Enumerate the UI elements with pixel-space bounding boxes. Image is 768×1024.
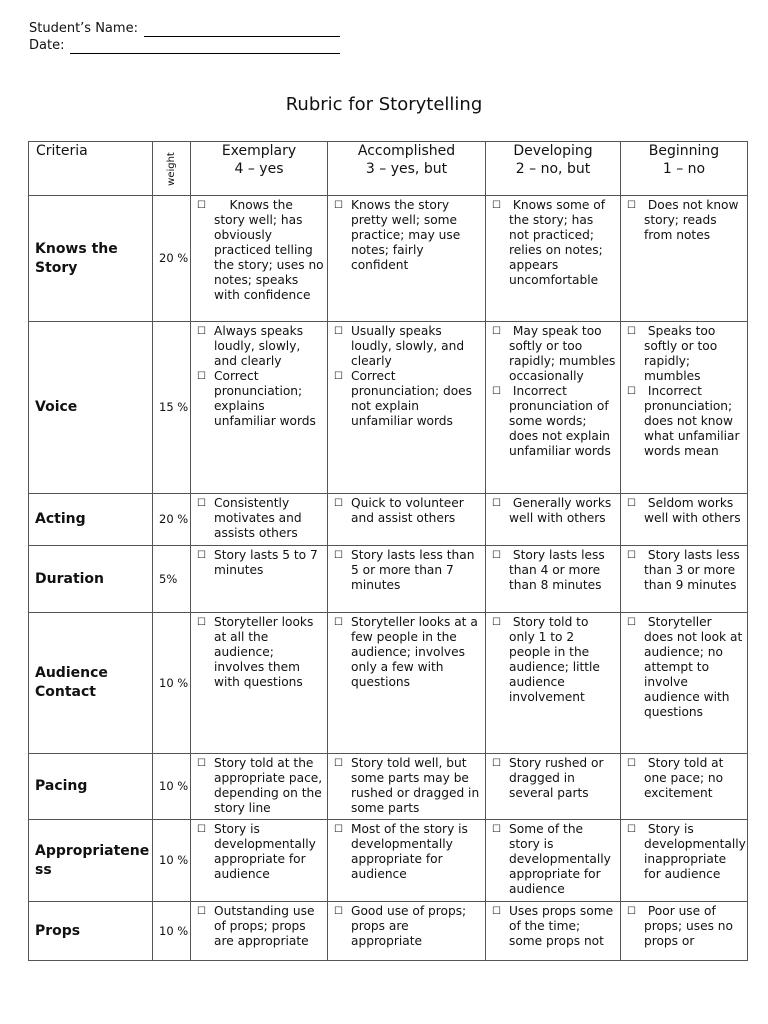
weight-value: 20 % [153, 494, 191, 546]
descriptor-text: Story lasts less than 4 or more than 8 minutes [509, 548, 609, 592]
rubric-row-props [29, 902, 748, 961]
descriptor-item [627, 384, 744, 459]
checkbox-icon[interactable]: ☐ [627, 200, 636, 211]
descriptor-text: Most of the story is developmentally appropriate for audience [351, 822, 472, 881]
checkbox-icon[interactable]: ☐ [627, 617, 636, 628]
descriptor-text: Quick to volunteer and assist others [351, 496, 468, 525]
descriptor-cell [328, 546, 486, 613]
descriptor-text: Story lasts less than 5 or more than 7 minutes [351, 548, 479, 592]
level-score: 1 – no [662, 161, 706, 177]
descriptor-item [334, 548, 482, 593]
descriptor-cell [621, 902, 748, 961]
criterion-label: Acting [29, 494, 153, 546]
checkbox-icon[interactable]: ☐ [197, 326, 206, 337]
checkbox-icon[interactable]: ☐ [197, 498, 206, 509]
descriptor-cell [486, 820, 621, 902]
checkbox-icon[interactable]: ☐ [627, 498, 636, 509]
descriptor-text: Knows the story well; has obviously practiced telling the story; uses no notes; speaks with confidence [214, 198, 328, 302]
level-score: 2 – no, but [515, 161, 591, 177]
checkbox-icon[interactable]: ☐ [197, 550, 206, 561]
descriptor-cell [621, 613, 748, 754]
checkbox-icon[interactable]: ☐ [627, 906, 636, 917]
checkbox-icon[interactable]: ☐ [197, 824, 206, 835]
checkbox-icon[interactable]: ☐ [627, 386, 636, 397]
descriptor-text: Seldom works well with others [644, 496, 741, 525]
checkbox-icon[interactable]: ☐ [334, 906, 343, 917]
descriptor-item [197, 369, 324, 429]
checkbox-icon[interactable]: ☐ [627, 758, 636, 769]
descriptor-cell [621, 546, 748, 613]
checkbox-icon[interactable]: ☐ [492, 550, 501, 561]
descriptor-cell [191, 820, 328, 902]
descriptor-text: Story told at one pace; no excitement [644, 756, 728, 800]
checkbox-icon[interactable]: ☐ [334, 758, 343, 769]
rubric-row-acting [29, 494, 748, 546]
descriptor-item [492, 324, 620, 384]
criterion-label: Audience Contact [29, 613, 153, 754]
criteria-header: Criteria [29, 142, 153, 196]
level-name: Accomplished [357, 143, 456, 159]
descriptor-cell [486, 754, 621, 820]
criterion-label: Voice [29, 322, 153, 494]
rubric-table [28, 141, 748, 961]
descriptor-cell [191, 494, 328, 546]
criterion-label: Knows the Story [29, 196, 153, 322]
descriptor-cell [328, 196, 486, 322]
descriptor-text: Does not know story; reads from notes [644, 198, 743, 242]
descriptor-item [334, 756, 482, 816]
descriptor-item [334, 822, 482, 882]
weight-value: 10 % [153, 613, 191, 754]
checkbox-icon[interactable]: ☐ [334, 498, 343, 509]
descriptor-text: Some of the story is developmentally appropriate for audience [509, 822, 615, 896]
descriptor-item [197, 548, 324, 578]
descriptor-item [334, 615, 482, 690]
descriptor-cell [486, 196, 621, 322]
checkbox-icon[interactable]: ☐ [197, 371, 206, 382]
descriptor-text: Poor use of props; uses no props or [644, 904, 737, 948]
checkbox-icon[interactable]: ☐ [334, 371, 343, 382]
checkbox-icon[interactable]: ☐ [492, 758, 501, 769]
criterion-label: Duration [29, 546, 153, 613]
checkbox-icon[interactable]: ☐ [492, 824, 501, 835]
descriptor-text: Good use of props; props are appropriate [351, 904, 471, 948]
checkbox-icon[interactable]: ☐ [492, 326, 501, 337]
level-header-exemplary [191, 142, 328, 196]
descriptor-item [334, 369, 482, 429]
criterion-label: Props [29, 902, 153, 961]
descriptor-text: Story told at the appropriate pace, depending on the story line [214, 756, 327, 815]
checkbox-icon[interactable]: ☐ [627, 824, 636, 835]
descriptor-cell [328, 902, 486, 961]
weight-value: 20 % [153, 196, 191, 322]
rubric-row-audience-contact [29, 613, 748, 754]
descriptor-item [492, 904, 617, 949]
level-header-developing [486, 142, 621, 196]
descriptor-text: Incorrect pronunciation; does not know what unfamiliar words mean [644, 384, 744, 458]
descriptor-cell [328, 613, 486, 754]
level-name: Beginning [648, 143, 720, 159]
descriptor-text: Uses props some of the time; some props not [509, 904, 617, 948]
checkbox-icon[interactable]: ☐ [492, 386, 501, 397]
level-header-accomplished [328, 142, 486, 196]
weight-header-cell [153, 142, 191, 196]
checkbox-icon[interactable]: ☐ [627, 326, 636, 337]
descriptor-cell [486, 546, 621, 613]
descriptor-item [627, 324, 744, 384]
descriptor-item [492, 198, 617, 288]
descriptor-text: Generally works well with others [509, 496, 616, 525]
descriptor-item [197, 904, 324, 949]
criterion-label: Pacing [29, 754, 153, 820]
rubric-row-duration [29, 546, 748, 613]
descriptor-item [197, 198, 328, 303]
checkbox-icon[interactable]: ☐ [334, 326, 343, 337]
weight-value: 10 % [153, 902, 191, 961]
descriptor-item [334, 198, 482, 273]
descriptor-item [492, 615, 617, 705]
document-title: Rubric for Storytelling [285, 94, 483, 115]
descriptor-text: Knows the story pretty well; some practice; may use notes; fairly confident [351, 198, 465, 272]
descriptor-cell [328, 494, 486, 546]
descriptor-item [627, 756, 744, 801]
descriptor-item [492, 548, 617, 593]
student-name-row [29, 20, 340, 37]
descriptor-cell [328, 322, 486, 494]
checkbox-icon[interactable]: ☐ [492, 498, 501, 509]
descriptor-text: Storyteller does not look at audience; no attempt to involve audience with questions [644, 615, 747, 719]
descriptor-cell [621, 494, 748, 546]
descriptor-text: Speaks too softly or too rapidly; mumbles [644, 324, 722, 383]
rubric-body [29, 196, 748, 961]
descriptor-cell [486, 322, 621, 494]
descriptor-cell [328, 820, 486, 902]
header-row [29, 142, 748, 196]
descriptor-item [334, 904, 482, 949]
descriptor-item [197, 496, 324, 541]
descriptor-cell [621, 754, 748, 820]
student-name-label: Student’s Name: [29, 21, 138, 36]
date-label: Date: [29, 38, 65, 53]
descriptor-cell [191, 613, 328, 754]
rubric-row-pacing [29, 754, 748, 820]
descriptor-item [492, 822, 617, 897]
descriptor-text: Story is developmentally inappropriate for audience [644, 822, 750, 881]
descriptor-item [197, 822, 324, 882]
descriptor-cell [486, 902, 621, 961]
level-score: 4 – yes [234, 161, 284, 177]
weight-header: weight [165, 151, 177, 186]
descriptor-item [627, 904, 744, 949]
descriptor-text: Story told well, but some parts may be rushed or dragged in some parts [351, 756, 484, 815]
descriptor-text: Correct pronunciation; does not explain unfamiliar words [351, 369, 476, 428]
level-name: Developing [513, 143, 593, 159]
criterion-label: Appropriateness [29, 820, 153, 902]
checkbox-icon[interactable]: ☐ [492, 200, 501, 211]
weight-value: 5% [153, 546, 191, 613]
descriptor-cell [486, 613, 621, 754]
descriptor-text: Knows some of the story; has not practiced; relies on notes; appears uncomfortable [509, 198, 609, 287]
checkbox-icon[interactable]: ☐ [334, 824, 343, 835]
descriptor-item [197, 756, 327, 816]
student-info [29, 20, 340, 54]
descriptor-item [197, 615, 324, 690]
descriptor-text: Story lasts 5 to 7 minutes [214, 548, 322, 577]
weight-value: 10 % [153, 820, 191, 902]
descriptor-cell [621, 322, 748, 494]
rubric-row-knows-the-story [29, 196, 748, 322]
checkbox-icon[interactable]: ☐ [197, 906, 206, 917]
level-header-beginning [621, 142, 748, 196]
descriptor-item [492, 496, 617, 526]
student-name-field[interactable] [144, 23, 340, 37]
descriptor-item [627, 615, 747, 720]
descriptor-cell [191, 902, 328, 961]
descriptor-text: May speak too softly or too rapidly; mumbles occasionally [509, 324, 620, 383]
descriptor-item [334, 324, 482, 369]
checkbox-icon[interactable]: ☐ [197, 758, 206, 769]
descriptor-cell [191, 196, 328, 322]
descriptor-text: Story told to only 1 to 2 people in the audience; little audience involvement [509, 615, 604, 704]
checkbox-icon[interactable]: ☐ [197, 617, 206, 628]
checkbox-icon[interactable]: ☐ [197, 200, 206, 211]
descriptor-item [492, 756, 617, 801]
descriptor-item [627, 548, 744, 593]
descriptor-text: Story lasts less than 3 or more than 9 minutes [644, 548, 744, 592]
checkbox-icon[interactable]: ☐ [627, 550, 636, 561]
rubric-row-appropriateness [29, 820, 748, 902]
descriptor-item [492, 384, 617, 459]
descriptor-item [627, 822, 750, 882]
checkbox-icon[interactable]: ☐ [492, 617, 501, 628]
descriptor-text: Outstanding use of props; props are appropriate [214, 904, 319, 948]
descriptor-cell [621, 820, 748, 902]
descriptor-text: Story rushed or dragged in several parts [509, 756, 608, 800]
descriptor-item [627, 496, 744, 526]
descriptor-text: Consistently motivates and assists others [214, 496, 306, 540]
descriptor-cell [486, 494, 621, 546]
date-row [29, 37, 340, 54]
checkbox-icon[interactable]: ☐ [334, 617, 343, 628]
checkbox-icon[interactable]: ☐ [334, 200, 343, 211]
level-score: 3 – yes, but [365, 161, 448, 177]
descriptor-cell [328, 754, 486, 820]
weight-value: 10 % [153, 754, 191, 820]
descriptor-text: Storyteller looks at a few people in the audience; involves only a few with questions [351, 615, 482, 689]
descriptor-text: Storyteller looks at all the audience; involves them with questions [214, 615, 318, 689]
descriptor-item [334, 496, 482, 526]
descriptor-text: Incorrect pronunciation of some words; does not explain unfamiliar words [509, 384, 614, 458]
descriptor-text: Story is developmentally appropriate for audience [214, 822, 320, 881]
checkbox-icon[interactable]: ☐ [492, 906, 501, 917]
rubric-row-voice [29, 322, 748, 494]
descriptor-cell [191, 546, 328, 613]
descriptor-text: Always speaks loudly, slowly, and clearly [214, 324, 307, 368]
weight-value: 15 % [153, 322, 191, 494]
checkbox-icon[interactable]: ☐ [334, 550, 343, 561]
descriptor-text: Correct pronunciation; explains unfamiliar words [214, 369, 316, 428]
date-field[interactable] [70, 40, 340, 54]
descriptor-cell [621, 196, 748, 322]
descriptor-item [627, 198, 744, 243]
descriptor-item [197, 324, 324, 369]
descriptor-cell [191, 322, 328, 494]
level-name: Exemplary [221, 143, 297, 159]
descriptor-text: Usually speaks loudly, slowly, and clearly [351, 324, 468, 368]
descriptor-cell [191, 754, 328, 820]
